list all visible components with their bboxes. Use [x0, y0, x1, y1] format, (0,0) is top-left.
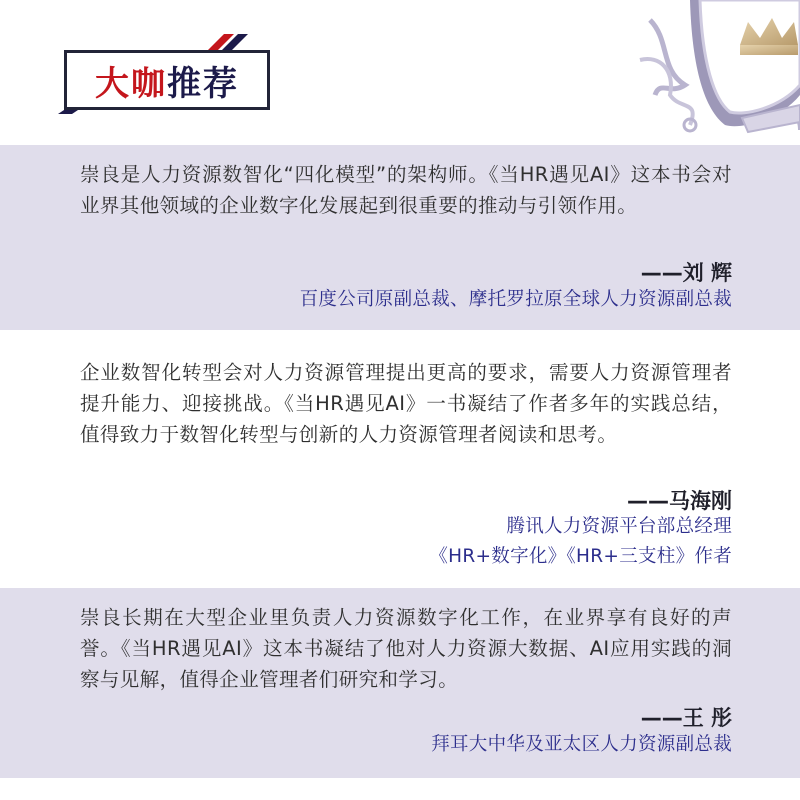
recommendation-author: ——刘 辉	[640, 261, 732, 285]
section-title	[58, 34, 280, 114]
title-text	[67, 53, 267, 107]
recommendation-author: ——马海刚	[627, 489, 732, 513]
recommendation-role: 百度公司原副总裁、摩托罗拉原全球人力资源副总裁	[299, 289, 732, 310]
recommendation-text: 企业数智化转型会对人力资源管理提出更高的要求，需要人力资源管理者提升能力、迎接挑战。《当HR遇见AI》一书凝结了作者多年的实践总结，值得致力于数智化转型与创新的人力资源管理者阅读和思考。	[80, 361, 732, 446]
recommendation-card-3	[0, 588, 800, 778]
recommendation-card-1	[0, 145, 800, 330]
recommendation-role: 腾讯人力资源平台部总经理	[506, 516, 732, 537]
recommendation-role: 拜耳大中华及亚太区人力资源副总裁	[431, 734, 732, 755]
crown-shield-emblem-icon	[630, 0, 800, 145]
recommendation-author: ——王 彤	[640, 706, 732, 730]
recommendation-text: 崇良长期在大型企业里负责人力资源数字化工作，在业界享有良好的声誉。《当HR遇见AI》这本书凝结了他对人力资源大数据、AI应用实践的洞察与见解，值得企业管理者们研究和学习。	[80, 606, 732, 691]
title-part-navy: 推荐	[167, 63, 239, 104]
title-part-red: 大咖	[95, 63, 167, 104]
recommendation-card-2	[0, 330, 800, 588]
recommendation-text: 崇良是人力资源数智化“四化模型”的架构师。《当HR遇见AI》这本书会对业界其他领域的企业数字化发展起到很重要的推动与引领作用。	[80, 163, 732, 217]
page-header	[0, 0, 800, 145]
recommendation-role: 《HR+数字化》《HR+三支柱》作者	[429, 546, 732, 567]
title-box	[64, 50, 270, 110]
